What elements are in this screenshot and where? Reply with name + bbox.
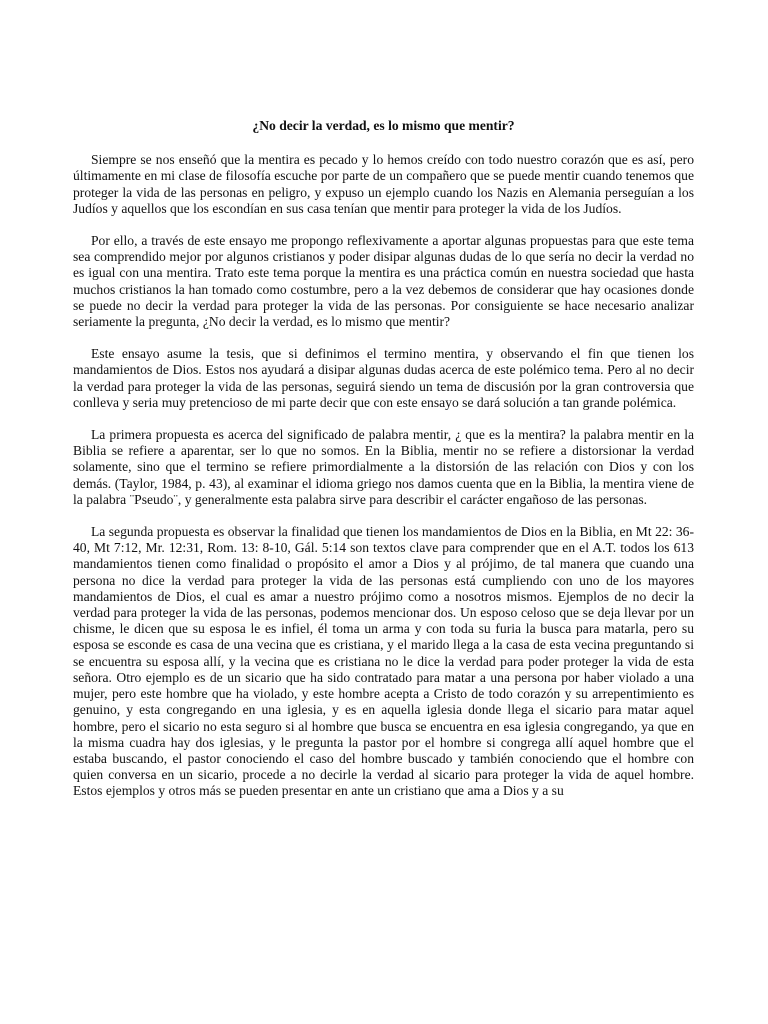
- paragraph-2: Por ello, a través de este ensayo me propongo reflexivamente a aportar algunas propuestas para que este tema sea comprendido mejor por algunos cristianos y poder disipar algunas dudas de lo que sería no decir la verdad no es igual con una mentira. Trato este tema porque la mentira es una práctica común en nuestra sociedad que hasta muchos cristianos la han tomado como costumbre, pero a la vez debemos de considerar que hay ocasiones donde se puede no decir la verdad para proteger la vida de las personas. Por consiguiente se hace necesario analizar seriamente la pregunta, ¿No decir la verdad, es lo mismo que mentir?: [73, 233, 694, 330]
- document-page: [73, 118, 694, 816]
- document-title: ¿No decir la verdad, es lo mismo que mentir?: [252, 118, 515, 133]
- paragraph-4: La primera propuesta es acerca del significado de palabra mentir, ¿ que es la mentira? la palabra mentir en la Biblia se refiere a aparentar, ser lo que no somos. En la Biblia, mentir no se refiere a distorsionar la verdad solamente, sino que el termino se refiere primordialmente a la distorsión de las relación con Dios y con los demás. (Taylor, 1984, p. 43), al examinar el idioma griego nos damos cuenta que en la Biblia, la mentira viene de la palabra ¨Pseudo¨, y generalmente esta palabra sirve para describir el carácter engañoso de las personas.: [73, 427, 694, 507]
- paragraph-1: Siempre se nos enseñó que la mentira es pecado y lo hemos creído con todo nuestro corazón que es así, pero últimamente en mi clase de filosofía escuche por parte de un compañero que se puede mentir cuando tenemos que proteger la vida de las personas en peligro, y expuso un ejemplo cuando los Nazis en Alemania perseguían a los Judíos y aquellos que los escondían en sus casa tenían que mentir para proteger la vida de los Judíos.: [73, 152, 694, 216]
- paragraph-5: La segunda propuesta es observar la finalidad que tienen los mandamientos de Dios en la Biblia, en Mt 22: 36-40, Mt 7:12, Mr. 12:31, Rom. 13: 8-10, Gál. 5:14 son textos clave para comprender que en el A.T. todos los 613 mandamientos tienen como finalidad o propósito el amor a Dios y al prójimo, de tal manera que cuando una persona no dice la verdad para proteger la vida de las personas está cumpliendo con uno de los mayores mandamientos de Dios, el cual es amar a nuestro prójimo como a nosotros mismos. Ejemplos de no decir la verdad para proteger la vida de las personas, podemos mencionar dos. Un esposo celoso que se deja llevar por un chisme, le dicen que su esposa le es infiel, él toma un arma y con toda su furia la busca para matarla, pero su esposa se esconde es casa de una vecina que es cristiana, y el marido llega a la casa de esta vecina preguntando si se encuentra su esposa allí, y la vecina que es cristiana no le dice la verdad para poder proteger la vida de esta señora. Otro ejemplo es de un sicario que ha sido contratado para matar a una persona por haber violado a una mujer, pero este hombre que ha violado, y este hombre acepta a Cristo de todo corazón y su arrepentimiento es genuino, y esta congregando en una iglesia, y es en aquella iglesia donde llega el sicario para matar aquel hombre, pero el sicario no esta seguro si al hombre que busca se encuentra en esa iglesia congregando, ya que en la misma cuadra hay dos iglesias, y le pregunta la pastor por el hombre si congrega allí aquel hombre que el estaba buscando, el pastor conociendo el caso del hombre buscado y también conociendo que el hombre con quien conversa en un sicario, procede a no decirle la verdad al sicario para proteger la vida de aquel hombre. Estos ejemplos y otros más se pueden presentar en ante un cristiano que ama a Dios y a su: [73, 524, 694, 799]
- paragraph-3: Este ensayo asume la tesis, que si definimos el termino mentira, y observando el fin que tienen los mandamientos de Dios. Estos nos ayudará a disipar algunas dudas acerca de este polémico tema. Pero al no decir la verdad para proteger la vida de las personas, seguirá siendo un tema de discusión por la gran controversia que conlleva y seria muy pretencioso de mi parte decir que con este ensayo se dará solución a tan grande polémica.: [73, 346, 694, 410]
